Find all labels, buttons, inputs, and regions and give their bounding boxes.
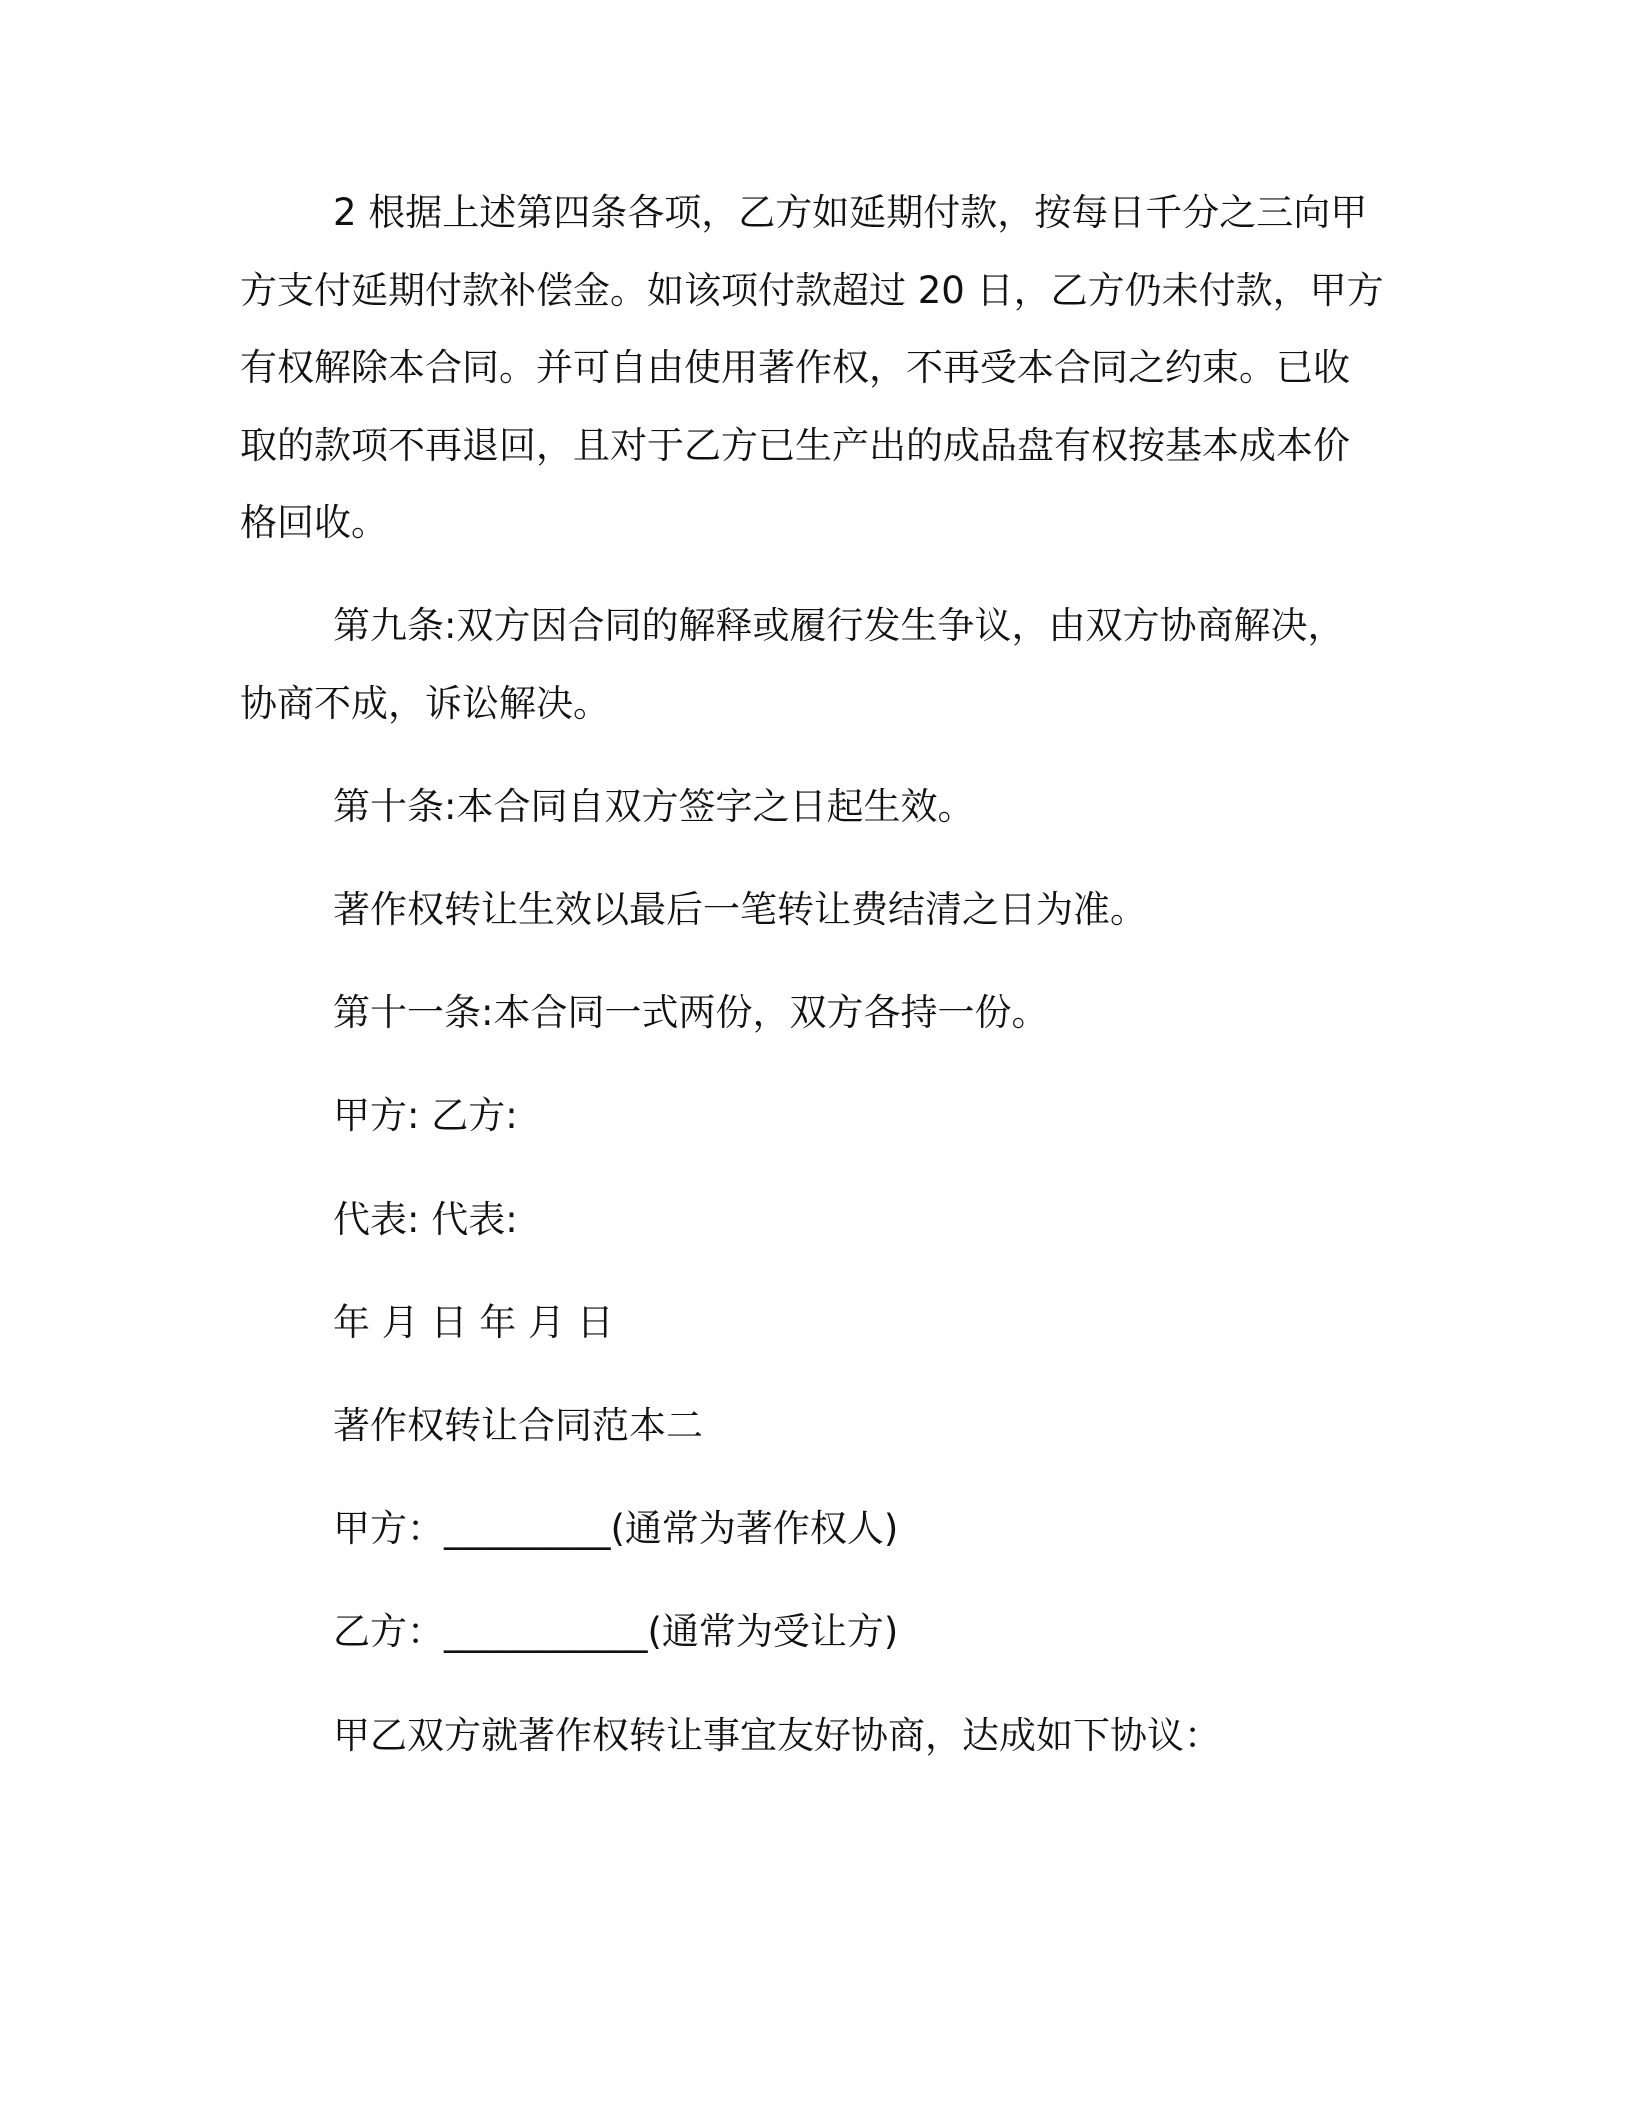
agreement-intro (240, 1697, 1432, 1775)
paragraph-late-payment (240, 174, 1432, 562)
text-line: 第十一条:本合同一式两份，双方各持一份。 (333, 991, 1049, 1035)
party-a-line (240, 1490, 1432, 1568)
text-line: 甲方: 乙方: (333, 1094, 518, 1138)
text-line: 格回收。 (240, 501, 388, 544)
paragraph-transfer-effect (240, 871, 1432, 949)
text-line: 著作权转让生效以最后一笔转让费结清之日为准。 (333, 888, 1147, 932)
text-line: 第九条:双方因合同的解释或履行发生争议，由双方协商解决， (333, 604, 1345, 648)
text-line: 甲方：_________(通常为著作权人) (333, 1507, 899, 1551)
text-line: 取的款项不再退回，且对于乙方已生产出的成品盘有权按基本成本价 (240, 423, 1350, 467)
signature-parties (240, 1077, 1432, 1155)
paragraph-article-10 (240, 768, 1432, 846)
party-b-line (240, 1593, 1432, 1671)
text-line: 方支付延期付款补偿金。如该项付款超过 20 日，乙方仍未付款，甲方 (240, 268, 1384, 312)
text-line: 著作权转让合同范本二 (333, 1404, 703, 1447)
signature-dates (240, 1284, 1432, 1362)
text-line: 协商不成，诉讼解决。 (240, 681, 610, 725)
signature-representatives (240, 1181, 1432, 1259)
text-line: 有权解除本合同。并可自由使用著作权，不再受本合同之约束。已收 (240, 346, 1350, 389)
paragraph-article-11 (240, 974, 1432, 1052)
text-line: 年 月 日 年 月 日 (333, 1300, 614, 1344)
text-line: 第十条:本合同自双方签字之日起生效。 (333, 784, 975, 828)
text-line: 2 根据上述第四条各项，乙方如延期付款，按每日千分之三向甲 (333, 191, 1368, 234)
section-title-template-2 (240, 1387, 1432, 1465)
text-line: 乙方：___________(通常为受让方) (333, 1610, 899, 1654)
text-line: 甲乙双方就著作权转让事宜友好协商，达成如下协议： (333, 1713, 1221, 1757)
paragraph-article-9 (240, 587, 1432, 742)
text-line: 代表: 代表: (333, 1197, 518, 1241)
